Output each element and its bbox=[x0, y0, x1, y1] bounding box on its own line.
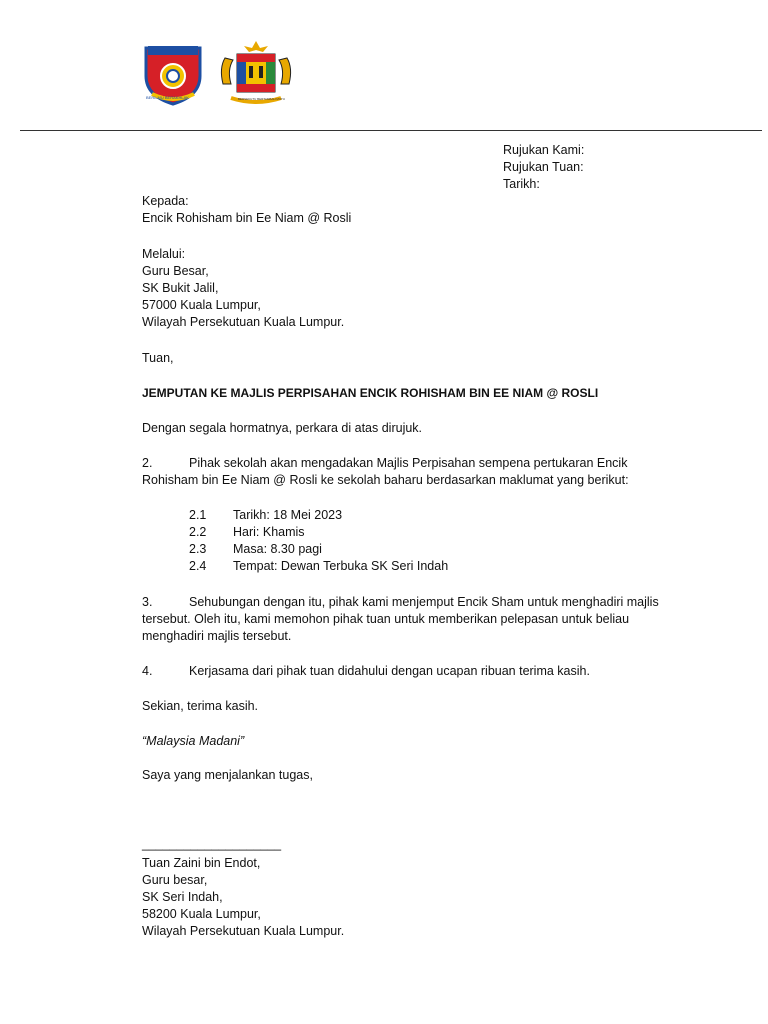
detail-text: Masa: 8.30 pagi bbox=[233, 542, 322, 556]
detail-text: Tarikh: 18 Mei 2023 bbox=[233, 508, 343, 522]
detail-text: Tempat: Dewan Terbuka SK Seri Indah bbox=[233, 559, 449, 573]
detail-text: Hari: Khamis bbox=[233, 525, 305, 539]
school-logo-motto: BERILMU BERAKHLAK bbox=[146, 95, 189, 100]
signature-line: ____________________ bbox=[142, 837, 282, 851]
duty-line: Saya yang menjalankan tugas, bbox=[142, 768, 313, 782]
crest-motto: BERSEKUTU BERTAMBAH MUTU bbox=[238, 97, 286, 101]
paragraph-number: 2. bbox=[142, 456, 153, 470]
signatory-line: Guru besar, bbox=[142, 873, 208, 887]
reference-date: Tarikh: bbox=[503, 177, 540, 191]
school-logo-text: SK SERI INDAH bbox=[149, 42, 194, 48]
header-divider bbox=[20, 130, 762, 131]
paragraph-4-text: Kerjasama dari pihak tuan didahului dengan ucapan ribuan terima kasih. bbox=[189, 664, 590, 678]
reference-ours: Rujukan Kami: bbox=[503, 143, 585, 157]
via-line: SK Bukit Jalil, bbox=[142, 281, 219, 295]
intro-paragraph: Dengan segala hormatnya, perkara di atas dirujuk. bbox=[142, 421, 423, 435]
detail-number: 2.3 bbox=[189, 542, 207, 556]
paragraph-number: 4. bbox=[142, 664, 153, 678]
salutation: Tuan, bbox=[142, 351, 174, 365]
closing-line: Sekian, terima kasih. bbox=[142, 699, 259, 713]
paragraph-2-line: Pihak sekolah akan mengadakan Majlis Perpisahan sempena pertukaran Encik bbox=[189, 456, 628, 470]
via-line: 57000 Kuala Lumpur, bbox=[142, 298, 261, 312]
paragraph-number: 3. bbox=[142, 595, 153, 609]
via-line: Wilayah Persekutuan Kuala Lumpur. bbox=[142, 315, 345, 329]
paragraph-2-line: Rohisham bin Ee Niam @ Rosli ke sekolah baharu berdasarkan maklumat yang berikut: bbox=[142, 473, 629, 487]
detail-number: 2.1 bbox=[189, 508, 207, 522]
via-label: Melalui: bbox=[142, 247, 186, 261]
paragraph-3-line: tersebut. Oleh itu, kami memohon pihak tuan untuk memberikan pelepasan untuk beliau bbox=[142, 612, 630, 626]
paragraph-3-line: Sehubungan dengan itu, pihak kami menjemput Encik Sham untuk menghadiri majlis bbox=[189, 595, 659, 609]
signatory-line: SK Seri Indah, bbox=[142, 890, 223, 904]
recipient-name: Encik Rohisham bin Ee Niam @ Rosli bbox=[142, 211, 352, 225]
reference-yours: Rujukan Tuan: bbox=[503, 160, 584, 174]
detail-number: 2.2 bbox=[189, 525, 207, 539]
paragraph-3-line: menghadiri majlis tersebut. bbox=[142, 629, 292, 643]
signatory-line: Tuan Zaini bin Endot, bbox=[142, 856, 261, 870]
subject-heading: JEMPUTAN KE MAJLIS PERPISAHAN ENCIK ROHISHAM BIN EE NIAM @ ROSLI bbox=[142, 386, 599, 400]
slogan: “Malaysia Madani” bbox=[142, 734, 245, 748]
signatory-line: Wilayah Persekutuan Kuala Lumpur. bbox=[142, 924, 345, 938]
signatory-line: 58200 Kuala Lumpur, bbox=[142, 907, 261, 921]
recipient-label: Kepada: bbox=[142, 194, 189, 208]
via-line: Guru Besar, bbox=[142, 264, 209, 278]
detail-number: 2.4 bbox=[189, 559, 207, 573]
